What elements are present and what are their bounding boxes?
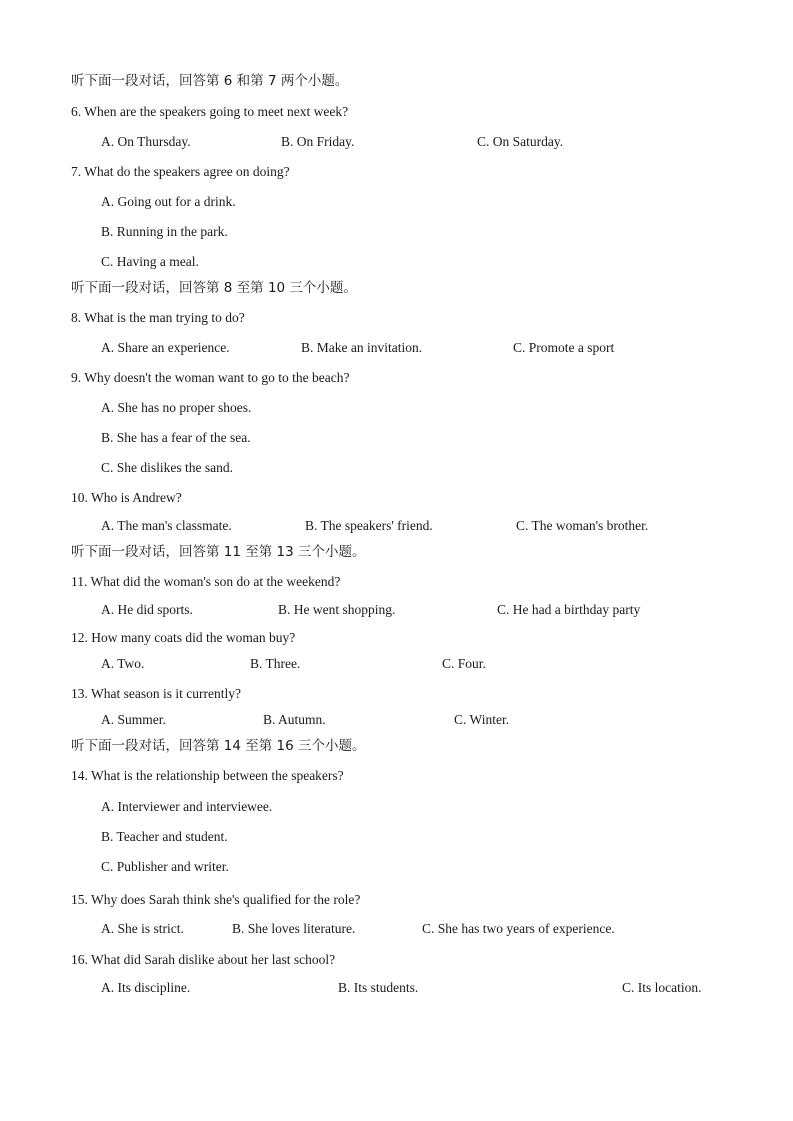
option-c: C. Publisher and writer. [101,859,229,874]
option-a: A. Two. [101,656,145,671]
question-stem: 10. Who is Andrew? [71,490,182,505]
option-a: A. Interviewer and interviewee. [101,799,273,814]
option-b: B. On Friday. [281,134,355,149]
option-a: A. Share an experience. [101,340,230,355]
question-stem: 14. What is the relationship between the speakers? [71,768,344,783]
question-stem: 6. When are the speakers going to meet next week? [71,104,349,119]
option-b: B. Three. [250,656,301,671]
question-stem: 7. What do the speakers agree on doing? [71,164,290,179]
option-b: B. Its students. [338,980,419,995]
option-a: A. She has no proper shoes. [101,400,252,415]
option-a: A. She is strict. [101,921,184,936]
option-a: A. Its discipline. [101,980,191,995]
option-b: B. He went shopping. [278,602,396,617]
section-header: 听下面一段对话，回答第 11 至第 13 三个小题。 [71,544,366,560]
option-c: C. The woman's brother. [516,518,649,533]
option-b: B. Teacher and student. [101,829,228,844]
section-header: 听下面一段对话，回答第 8 至第 10 三个小题。 [71,280,357,296]
section-header: 听下面一段对话，回答第 6 和第 7 两个小题。 [71,73,349,89]
option-b: B. Running in the park. [101,224,228,239]
question-stem: 8. What is the man trying to do? [71,310,245,325]
question-stem: 9. Why doesn't the woman want to go to the beach? [71,370,350,385]
option-c: C. Winter. [454,712,510,727]
question-stem: 13. What season is it currently? [71,686,241,701]
option-a: A. He did sports. [101,602,193,617]
option-c: C. He had a birthday party [497,602,641,617]
option-b: B. Make an invitation. [301,340,423,355]
option-c: C. Four. [442,656,486,671]
option-c: C. On Saturday. [477,134,564,149]
question-stem: 15. Why does Sarah think she's qualified for the role? [71,892,361,907]
option-a: A. On Thursday. [101,134,191,149]
option-b: B. Autumn. [263,712,326,727]
option-c: C. She dislikes the sand. [101,460,233,475]
option-b: B. The speakers' friend. [305,518,433,533]
option-b: B. She has a fear of the sea. [101,430,251,445]
question-stem: 16. What did Sarah dislike about her last school? [71,952,336,967]
option-a: A. Going out for a drink. [101,194,236,209]
option-a: A. Summer. [101,712,166,727]
section-header: 听下面一段对话，回答第 14 至第 16 三个小题。 [71,738,366,754]
option-a: A. The man's classmate. [101,518,232,533]
option-c: C. Its location. [622,980,702,995]
option-c: C. Having a meal. [101,254,199,269]
question-stem: 12. How many coats did the woman buy? [71,630,296,645]
option-b: B. She loves literature. [232,921,356,936]
option-c: C. She has two years of experience. [422,921,615,936]
option-c: C. Promote a sport [513,340,615,355]
question-stem: 11. What did the woman's son do at the weekend? [71,574,341,589]
